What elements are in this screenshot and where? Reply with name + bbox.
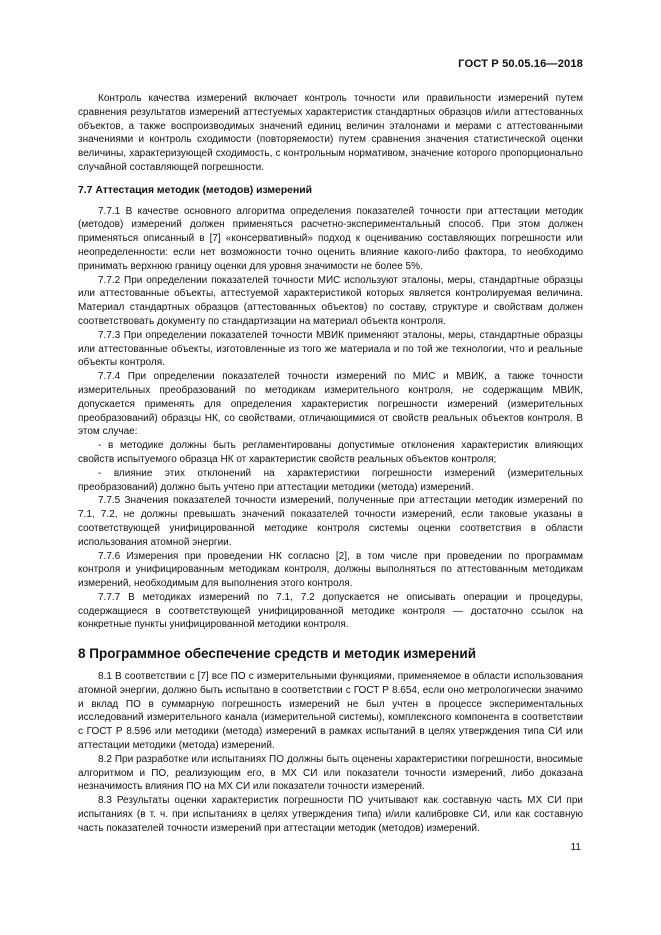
section-7-7-heading: 7.7 Аттестация методик (методов) измерений [78, 184, 313, 196]
paragraph-7-7-2: 7.7.2 При определении показателей точности МИС используют эталоны, меры, стандартные образцы или аттестованные объекты, аттестуемой характеристикой которых является контролируемая величина. Материал стандартных образцов (аттестованных объектов) по составу, структуре и свойствам должен соответствовать документу по стандартизации на материал объекта контроля. [78, 274, 583, 327]
paragraph-8-3: 8.3 Результаты оценки характеристик погрешности ПО учитывают как составную часть МХ СИ при испытаниях (в т. ч. при испытаниях в целях утверждения типа) и/или калибровке СИ, или как составную часть показателей точности измерений при аттестации методик (методов) измерений. [78, 795, 583, 834]
paragraph-8-2: 8.2 При разработке или испытаниях ПО должны быть оценены характеристики погрешности, вносимые алгоритмом и ПО, реализующим его, в МХ СИ или показатели точности измерений, либо доказана незначимость влияния ПО на МХ СИ или показатели точности измерений. [78, 753, 583, 793]
page-number: 11 [570, 842, 581, 853]
document-id-header: ГОСТ Р 50.05.16—2018 [458, 58, 583, 70]
paragraph-7-7-6: 7.7.6 Измерения при проведении НК согласно [2], в том числе при проведении по программам контроля и унифицированным методикам контроля, должны выполняться по аттестованным методикам измерений, необходимым для выполнения этого контроля. [78, 550, 583, 590]
section-8-heading: 8 Программное обеспечение средств и методик измерений [78, 646, 477, 662]
paragraph-8-1: 8.1 В соответствии с [7] все ПО с измерительными функциями, применяемое в области использования атомной энергии, должно быть испытано в соответствии с ГОСТ Р 8.654, если оно метрологически значимо и вклад ПО в суммарную погрешность измерений не был учтен в процессе экспериментальных исследований измерительного канала (измерительной системы), комплексного компонента в соответствии с ГОСТ Р 8.596 или методики (метода) измерений в рамках испытаний в целях утверждения типа СИ или аттестации методики (метода) измерений. [78, 671, 583, 752]
paragraph-7-7-4-item-1: - в методике должны быть регламентированы допустимые отклонения характеристик влияющих свойств испытуемого образца НК от характеристик свойств реальных объектов контроля; [78, 440, 583, 465]
paragraph-7-7-4: 7.7.4 При определении показателей точности измерений по МИС и МВИК, а также точности измерительных преобразований по методикам измерительного контроля, не содержащим МВИК, допускается применять для определения характеристик погрешности измерений (измерительных преобразований) образцы НК, со свойствами, отличающимися от свойств реальных объектов контроля. В этом случае: [78, 371, 583, 438]
paragraph-7-7-7: 7.7.7 В методиках измерений по 7.1, 7.2 допускается не описывать операции и процедуры, содержащиеся в соответствующей унифицированной методике контроля — достаточно ссылок на конкретные пункты унифицированной методики контроля. [78, 591, 583, 631]
intro-paragraph: Контроль качества измерений включает контроль точности или правильности измерений путем сравнения результатов измерений аттестуемых характеристик стандартных образцов и/или аттестованных объектов, а также воспроизводимых значений единиц величин эталонами и мерами с аттестованными значениями и контроль сходимости (повторяемости) путем сравнения значения статистической оценки величины, характеризующей сходимость, с контрольным нормативом, значение которого пропорционально случайной составляющей погрешности. [78, 93, 583, 173]
page-body [78, 92, 583, 836]
paragraph-7-7-4-item-2: - влияние этих отклонений на характеристики погрешности измерений (измерительных преобразований) должно быть учтено при аттестации методики (метода) измерений. [78, 467, 583, 493]
paragraph-7-7-5: 7.7.5 Значения показателей точности измерений, полученные при аттестации методик измерений по 7.1, 7.2, не должны превышать значений показателей точности измерений, если таковые указаны в соответствующей унифицированной методике контроля системы оценки соответствия в области использования атомной энергии. [78, 495, 583, 548]
paragraph-7-7-3: 7.7.3 При определении показателей точности МВИК применяют эталоны, меры, стандартные образцы или аттестованные объекты, изготовленные из того же материала и по той же технологии, что и реальные объекты контроля. [78, 329, 583, 369]
paragraph-7-7-1: 7.7.1 В качестве основного алгоритма определения показателей точности при аттестации методик (методов) измерений должен применяться расчетно-экспериментальный способ. При этом должен применяться описанный в [7] «консервативный» подход к оцениванию составляющих погрешности или неопределенности: если нет возможности точно оценить влияние какого-либо фактора, то необходимо принимать верхнюю границу оценки для уровня значимости не более 5%. [78, 205, 583, 272]
